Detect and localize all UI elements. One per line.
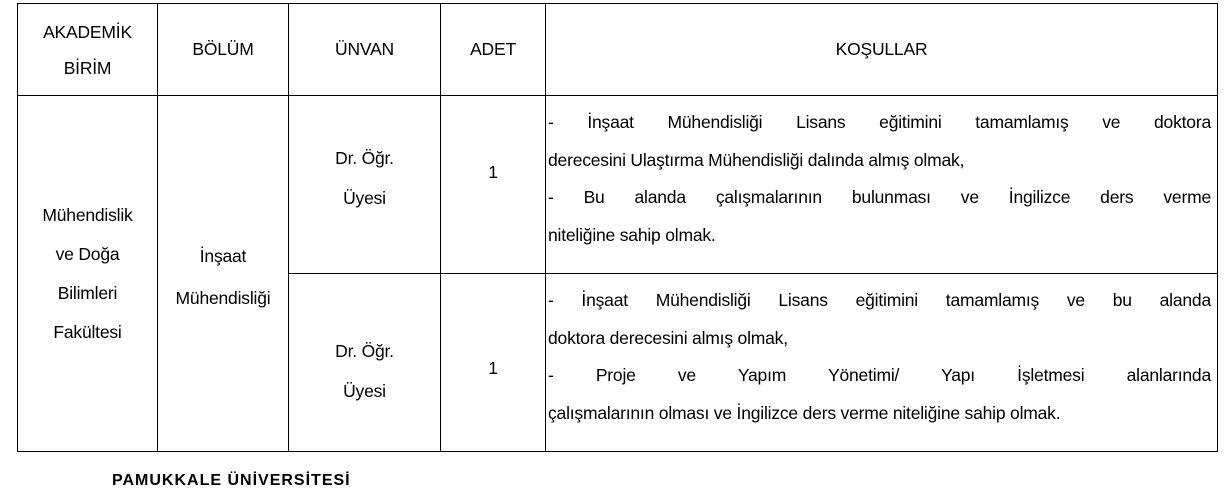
title-line2: Üyesi (343, 380, 386, 401)
header-department-label: BÖLÜM (192, 39, 254, 59)
title-line1: Dr. Öğr. (335, 340, 394, 361)
department-line1: İnşaat (199, 245, 247, 266)
count-cell (441, 274, 546, 452)
table-header-row (18, 4, 1218, 96)
condition-line: doktora derecesini almış olmak, (548, 327, 788, 348)
count-value: 1 (488, 162, 498, 182)
academic-unit-cell (18, 96, 158, 452)
header-academic-unit (18, 4, 158, 96)
condition-line: derecesini Ulaştırma Mühendisliği dalında almış olmak, (548, 149, 965, 170)
header-title-label: ÜNVAN (335, 39, 394, 59)
cropped-footer-text (112, 472, 351, 489)
title-line1: Dr. Öğr. (335, 147, 394, 168)
condition-line: - İnşaat Mühendisliği Lisans eğitimini tamamlamış ve bu alanda (548, 290, 1211, 310)
academic-unit-line1: Mühendislik (42, 204, 133, 225)
header-count-label: ADET (470, 39, 516, 59)
header-conditions-label: KOŞULLAR (835, 39, 928, 59)
header-count (441, 4, 546, 96)
count-cell (441, 96, 546, 274)
conditions-cell (546, 274, 1218, 452)
condition-line: - Bu alanda çalışmalarının bulunması ve İngilizce ders verme (548, 187, 1211, 207)
title-cell (289, 96, 441, 274)
condition-line: - Proje ve Yapım Yönetimi/ Yapı İşletmesi alanlarında (548, 365, 1211, 385)
staff-posting-table (17, 3, 1218, 452)
header-title (289, 4, 441, 96)
count-value: 1 (488, 358, 498, 378)
department-cell (158, 96, 289, 452)
cropped-footer-label: PAMUKKALE ÜNİVERSİTESİ (112, 472, 351, 489)
table-row (18, 96, 1218, 274)
condition-line: niteliğine sahip olmak. (548, 224, 716, 245)
condition-line: - İnşaat Mühendisliği Lisans eğitimini tamamlamış ve doktora (548, 112, 1211, 132)
academic-unit-line2: ve Doğa (55, 243, 120, 264)
header-academic-unit-line2: BİRİM (63, 57, 112, 78)
department-line2: Mühendisliği (175, 287, 271, 308)
header-conditions (546, 4, 1218, 96)
academic-unit-line3: Bilimleri (57, 282, 118, 303)
header-academic-unit-line1: AKADEMİK (43, 21, 132, 42)
academic-unit-line4: Fakültesi (53, 321, 122, 342)
condition-line: çalışmalarının olması ve İngilizce ders verme niteliğine sahip olmak. (548, 402, 1061, 423)
title-line2: Üyesi (343, 187, 386, 208)
conditions-cell (546, 96, 1218, 274)
header-department (158, 4, 289, 96)
title-cell (289, 274, 441, 452)
